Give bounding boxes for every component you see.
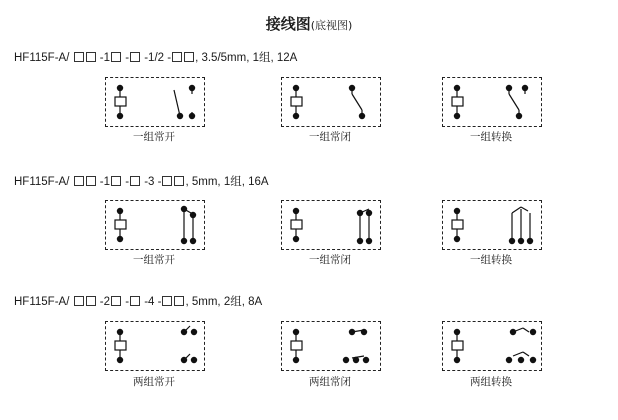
terminal-pin [293, 329, 298, 334]
placeholder-box [111, 176, 121, 186]
terminal-pin [293, 357, 298, 362]
contact-arm [523, 328, 529, 332]
contact-arm [513, 352, 523, 356]
placeholder-box [184, 52, 194, 62]
coil-symbol [452, 220, 463, 229]
placeholder-box [86, 52, 96, 62]
wiring-symbol [443, 201, 541, 249]
row-1-label-text-4: -1/2 - [141, 52, 172, 64]
diagram-r3-no [105, 321, 205, 371]
diagram-r3-nc [281, 321, 381, 371]
row-1-label [14, 49, 297, 65]
page-title [0, 13, 618, 34]
diagram-r1-no [105, 77, 205, 127]
placeholder-box [111, 296, 121, 306]
coil-symbol [115, 220, 126, 229]
row-2-label-text-5: , 5mm, 1组, 16A [185, 176, 269, 188]
terminal-pin [361, 329, 366, 334]
diagram-r2-co [442, 200, 542, 250]
terminal-pin [349, 329, 354, 334]
contact-arm [174, 90, 180, 116]
placeholder-box [130, 296, 140, 306]
row-2-label-text-2: -1 [96, 176, 110, 188]
placeholder-box [162, 296, 172, 306]
wiring-symbol [106, 322, 204, 370]
wiring-symbol [106, 201, 204, 249]
terminal-pin [181, 357, 186, 362]
caption-r1-no: 一组常开 [133, 131, 175, 143]
coil-symbol [291, 97, 302, 106]
row-3-label-text-5: , 5mm, 2组, 8A [185, 296, 263, 308]
placeholder-box [174, 296, 184, 306]
terminal-pin [117, 329, 122, 334]
diagram-r2-nc [281, 200, 381, 250]
wiring-symbol [282, 201, 380, 249]
coil-symbol [115, 97, 126, 106]
row-3-label-text-1: HF115F-A/ [14, 296, 73, 308]
terminal-pin [357, 238, 362, 243]
terminal-pin [506, 357, 511, 362]
coil-symbol [115, 341, 126, 350]
coil-symbol [291, 220, 302, 229]
placeholder-box [86, 176, 96, 186]
caption-r2-co: 一组转换 [470, 254, 512, 266]
terminal-pin [510, 329, 515, 334]
terminal-pin [518, 238, 523, 243]
diagram-r1-co [442, 77, 542, 127]
terminal-pin [117, 357, 122, 362]
terminal-pin [293, 85, 298, 90]
contact-arm [352, 94, 362, 110]
coil-symbol [452, 97, 463, 106]
terminal-pin [363, 357, 368, 362]
placeholder-box [174, 176, 184, 186]
caption-r2-nc: 一组常闭 [309, 254, 351, 266]
caption-r2-no: 一组常开 [133, 254, 175, 266]
placeholder-box [74, 296, 84, 306]
contact-arm [509, 94, 519, 110]
wiring-symbol [282, 78, 380, 126]
caption-r3-no: 两组常开 [133, 376, 175, 388]
terminal-pin [353, 357, 358, 362]
terminal-pin [509, 238, 514, 243]
row-1-label-text-5: , 3.5/5mm, 1组, 12A [195, 52, 298, 64]
placeholder-box [86, 296, 96, 306]
caption-r3-co: 两组转换 [470, 376, 512, 388]
wiring-symbol [106, 78, 204, 126]
row-1-label-text-3: - [122, 52, 130, 64]
row-3-label-text-2: -2 [96, 296, 110, 308]
diagram-r3-co [442, 321, 542, 371]
terminal-pin [530, 329, 535, 334]
terminal-pin [293, 236, 298, 241]
terminal-pin [190, 212, 195, 217]
terminal-pin [117, 236, 122, 241]
terminal-pin [177, 113, 182, 118]
row-2-label-text-4: -3 - [141, 176, 162, 188]
page-title-text: 接线图 [265, 15, 311, 33]
terminal-pin [518, 357, 523, 362]
terminal-pin [343, 357, 348, 362]
contact-arm [521, 207, 528, 211]
terminal-pin [454, 357, 459, 362]
row-2-label [14, 173, 269, 189]
terminal-pin [454, 208, 459, 213]
terminal-pin [191, 329, 196, 334]
row-1-label-text-1: HF115F-A/ [14, 52, 73, 64]
row-2-label-text-1: HF115F-A/ [14, 176, 73, 188]
terminal-pin [454, 113, 459, 118]
caption-r3-nc: 两组常闭 [309, 376, 351, 388]
placeholder-box [130, 176, 140, 186]
wiring-symbol [443, 78, 541, 126]
coil-symbol [452, 341, 463, 350]
terminal-pin [117, 85, 122, 90]
placeholder-box [172, 52, 182, 62]
terminal-pin [181, 238, 186, 243]
row-1-label-text-2: -1 [96, 52, 110, 64]
terminal-pin [190, 238, 195, 243]
terminal-pin [366, 210, 371, 215]
row-2-label-text-3: - [122, 176, 130, 188]
placeholder-box [74, 176, 84, 186]
terminal-pin [366, 238, 371, 243]
terminal-pin [117, 208, 122, 213]
terminal-pin [454, 236, 459, 241]
placeholder-box [130, 52, 140, 62]
caption-r1-co: 一组转换 [470, 131, 512, 143]
terminal-pin [530, 357, 535, 362]
terminal-pin [357, 210, 362, 215]
diagram-r2-no [105, 200, 205, 250]
contact-arm [512, 207, 521, 213]
diagram-r1-nc [281, 77, 381, 127]
terminal-pin [527, 238, 532, 243]
row-3-label [14, 293, 262, 309]
coil-symbol [291, 341, 302, 350]
terminal-pin [191, 357, 196, 362]
terminal-pin [454, 85, 459, 90]
placeholder-box [111, 52, 121, 62]
terminal-pin [181, 329, 186, 334]
caption-r1-nc: 一组常闭 [309, 131, 351, 143]
wiring-symbol [282, 322, 380, 370]
terminal-pin [117, 113, 122, 118]
wiring-symbol [443, 322, 541, 370]
row-3-label-text-3: - [122, 296, 130, 308]
terminal-pin [454, 329, 459, 334]
placeholder-box [162, 176, 172, 186]
placeholder-box [74, 52, 84, 62]
terminal-pin [181, 206, 186, 211]
row-3-label-text-4: -4 - [141, 296, 162, 308]
page-subtitle: (底视图) [310, 19, 353, 32]
terminal-pin [293, 113, 298, 118]
terminal-pin [293, 208, 298, 213]
contact-arm [523, 352, 529, 356]
